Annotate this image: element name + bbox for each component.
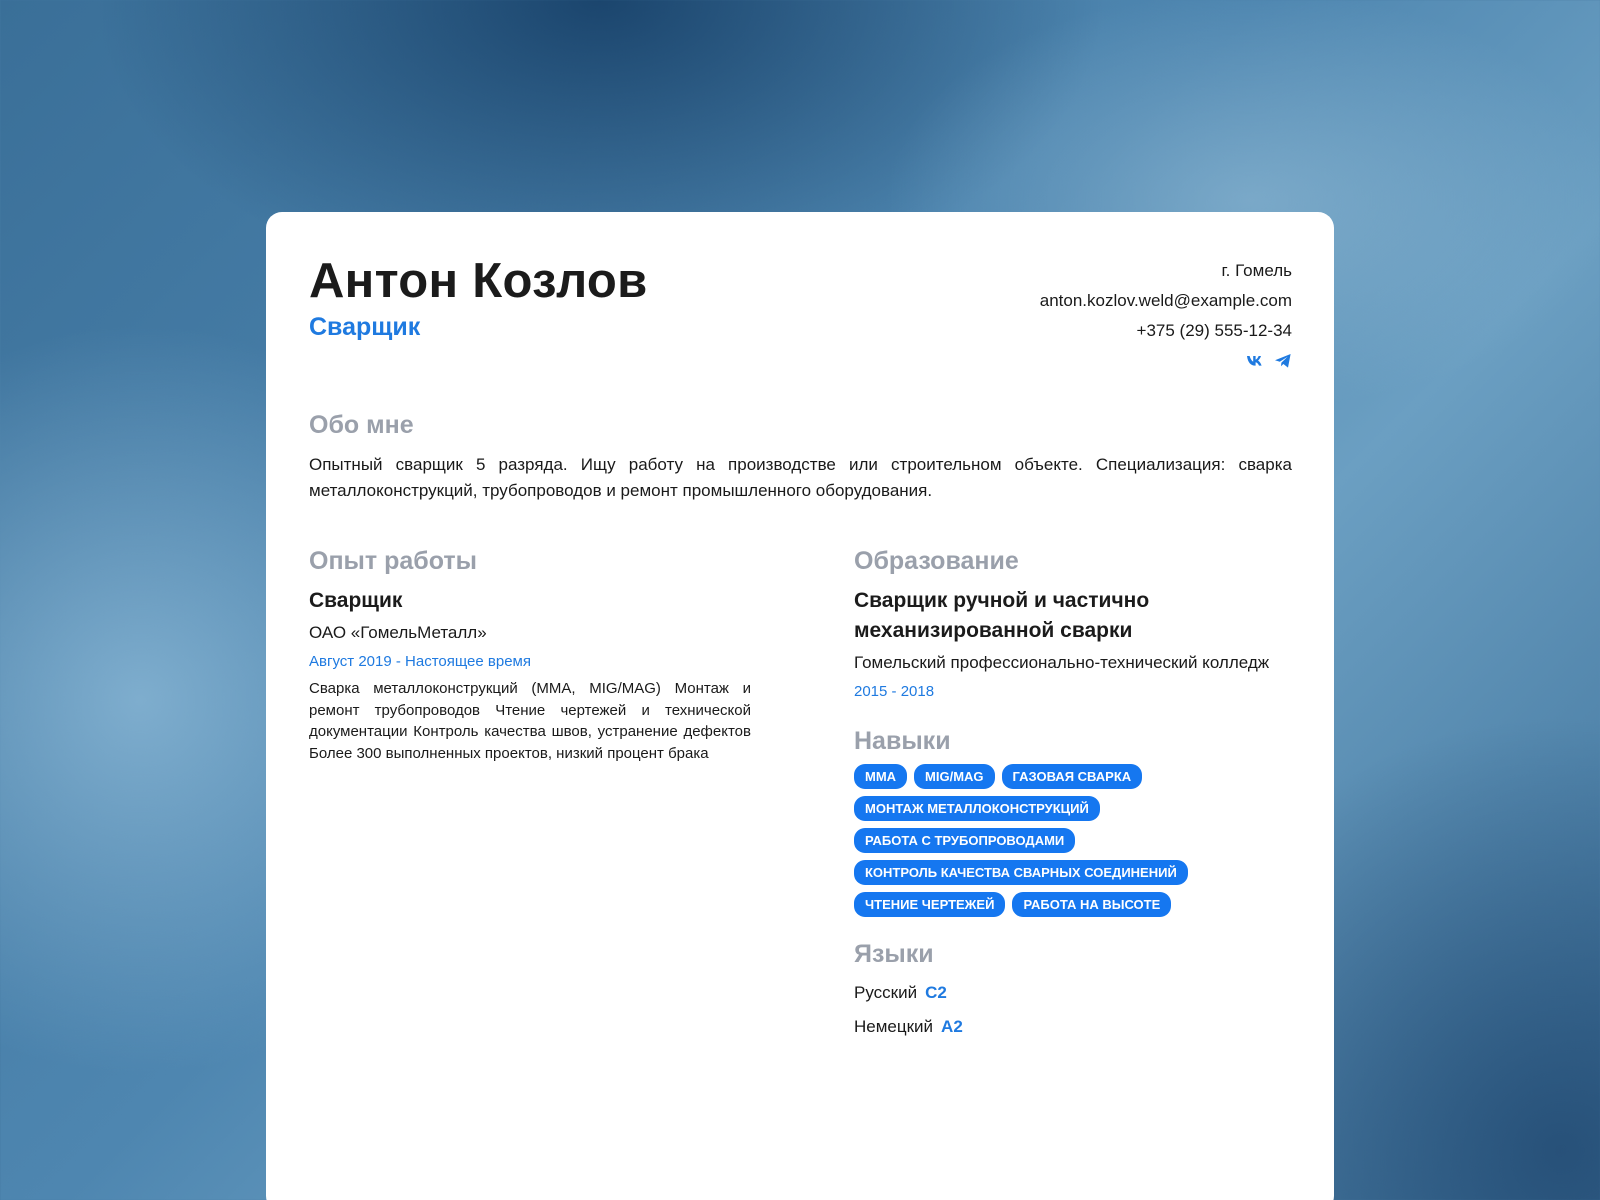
job-period: Август 2019 - Настоящее время [309,653,531,670]
candidate-name: Антон Козлов [309,254,648,308]
job-description: Сварка металлоконструкций (MMA, MIG/MAG) Монтаж и ремонт трубопроводов Чтение чертежей и технической документации Контроль качества швов, устранение дефектов Более 300 выполненных проектов, низкий процент брака [309,680,751,762]
languages-section [854,939,1292,1039]
education-degree: Сварщик ручной и частично механизированной сварки [854,589,1150,642]
name-block [309,252,648,342]
language-name: Немецкий [854,1017,934,1036]
candidate-role: Сварщик [309,313,421,341]
resume-card [266,212,1334,1200]
education-section [854,546,1292,702]
contact-phone[interactable]: +375 (29) 555-12-34 [1136,321,1292,340]
language-row [854,981,1292,1005]
skill-tag: MMA [854,764,907,789]
about-text: Опытный сварщик 5 разряда. Ищу работу на производстве или строительном объекте. Специализация: сварка металлоконструкций, трубопроводов и ремонт промышленного оборудования. [309,455,1292,500]
language-level: C2 [925,983,947,1002]
experience-section [309,546,751,1039]
about-section [309,410,1292,504]
job-company: ОАО «ГомельМеталл» [309,623,487,642]
language-level: A2 [941,1017,963,1036]
skill-tag: КОНТРОЛЬ КАЧЕСТВА СВАРНЫХ СОЕДИНЕНИЙ [854,860,1188,885]
social-links [1040,352,1292,370]
language-row [854,1015,1292,1039]
right-column [854,546,1292,1039]
education-period: 2015 - 2018 [854,683,935,700]
skills-section [854,726,1292,917]
experience-item [309,586,751,764]
skills-title: Навыки [854,727,951,755]
skill-tag: ГАЗОВАЯ СВАРКА [1002,764,1143,789]
experience-title: Опыт работы [309,547,477,575]
skill-tag: РАБОТА С ТРУБОПРОВОДАМИ [854,828,1075,853]
job-position: Сварщик [309,589,403,612]
education-title: Образование [854,547,1019,575]
resume-header [309,252,1292,370]
skill-tag: MIG/MAG [914,764,995,789]
telegram-icon[interactable] [1274,353,1292,369]
languages-title: Языки [854,940,934,968]
about-title: Обо мне [309,411,414,439]
skill-tag: РАБОТА НА ВЫСОТЕ [1012,892,1171,917]
content-columns [309,546,1292,1039]
contacts-block [1040,252,1292,370]
education-school: Гомельский профессионально-технический колледж [854,653,1270,672]
vk-icon[interactable] [1246,355,1264,367]
contact-email[interactable]: anton.kozlov.weld@example.com [1039,291,1292,310]
contact-city: г. Гомель [1221,261,1292,280]
language-name: Русский [854,983,918,1002]
skills-tags [854,764,1274,917]
skill-tag: ЧТЕНИЕ ЧЕРТЕЖЕЙ [854,892,1005,917]
skill-tag: МОНТАЖ МЕТАЛЛОКОНСТРУКЦИЙ [854,796,1100,821]
